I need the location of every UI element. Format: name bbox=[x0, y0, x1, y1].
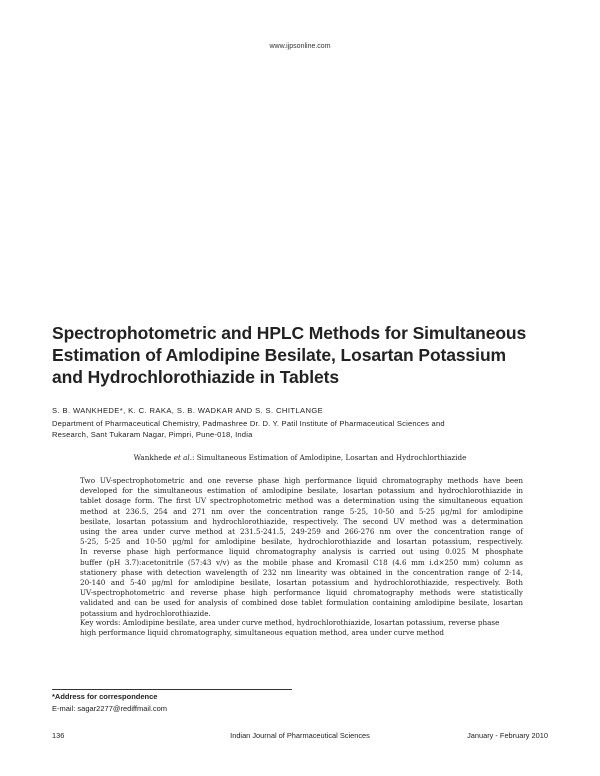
running-title-etal: et al. bbox=[173, 453, 193, 462]
author-list: S. B. WANKHEDE*, K. C. RAKA, S. B. WADKAR AND S. S. CHITLANGE bbox=[52, 406, 324, 415]
abstract-line: potassium and hydrochlorothiazide. bbox=[80, 608, 211, 618]
keywords-line: Key words: Amlodipine besilate, area under curve method, hydrochlorothiazide, losartan potassium, reverse phase bbox=[80, 618, 500, 627]
abstract-line: using the area under curve method at 231.5-241.5, 249-259 and 266-276 nm over the concentration range of bbox=[80, 527, 523, 537]
abstract-line: validated and can be used for analysis of combined dose tablet formulation containing amlodipine besilate, losartan bbox=[80, 598, 523, 608]
footnote-divider bbox=[52, 689, 292, 690]
abstract bbox=[80, 476, 523, 619]
running-title-text: : Simultaneous Estimation of Amlodipine, Losartan and Hydrochlorthiazide bbox=[192, 453, 467, 462]
affiliation-line: Research, Sant Tukaram Nagar, Pimpri, Pune-018, India bbox=[52, 430, 253, 439]
affiliation-line: Department of Pharmaceutical Chemistry, Padmashree Dr. D. Y. Patil Institute of Pharmaceutical Sciences and bbox=[52, 419, 445, 428]
keywords bbox=[80, 618, 523, 638]
author-affiliation bbox=[52, 418, 552, 440]
title-line: and Hydrochlorothiazide in Tablets bbox=[52, 367, 339, 387]
running-title bbox=[0, 453, 600, 462]
title-line: Estimation of Amlodipine Besilate, Losartan Potassium bbox=[52, 345, 506, 365]
running-title-author: Wankhede bbox=[133, 453, 174, 462]
abstract-line: tablet dosage form. The first UV spectrophotometric method was a determination using the simultaneous equation bbox=[80, 496, 523, 506]
keywords-line: high performance liquid chromatography, simultaneous equation method, area under curve method bbox=[80, 628, 444, 638]
abstract-line: developed for the simultaneous estimation of amlodipine besilate, losartan potassium and hydrochlorothiazide in bbox=[80, 486, 523, 496]
issue-date: January - February 2010 bbox=[467, 731, 548, 740]
abstract-line: 20-140 and 5-40 μg/ml for amlodipine besilate, losartan potassium and hydrochlorothiazide, respectively. Both bbox=[80, 578, 523, 588]
abstract-line: method at 236.5, 254 and 271 nm over the concentration range 5-25, 10-50 and 5-25 μg/ml for amlodipine bbox=[80, 506, 523, 516]
abstract-line: In reverse phase high performance liquid chromatography analysis is carried out using 0.025 M phosphate bbox=[80, 547, 523, 557]
abstract-line: besilate, losartan potassium and hydrochlorothiazide, respectively. The second UV method was a determination bbox=[80, 516, 523, 526]
abstract-line: stationery phase with detection wavelength of 232 nm linearity was obtained in the concentration range of 2-14, bbox=[80, 567, 523, 577]
article-title bbox=[52, 322, 572, 388]
abstract-line: Two UV-spectrophotometric and one reverse phase high performance liquid chromatography methods have been bbox=[80, 476, 523, 485]
abstract-line: UV-spectrophotometric and reverse phase high performance liquid chromatography methods were statistically bbox=[80, 588, 523, 598]
abstract-line: buffer (pH 3.7):acetonitrile (57:43 v/v) as the mobile phase and Kromasil C18 (4.6 mm i.d×250 mm) column as bbox=[80, 557, 523, 567]
journal-website[interactable]: www.ijpsonline.com bbox=[269, 43, 331, 50]
journal-name: Indian Journal of Pharmaceutical Sciences bbox=[230, 731, 370, 740]
abstract-line: 5-25, 5-25 and 10-50 μg/ml for amlodipine besilate, hydrochlorothiazide and losartan potassium, respectively. bbox=[80, 537, 523, 547]
title-line: Spectrophotometric and HPLC Methods for Simultaneous bbox=[52, 323, 527, 343]
page-number: 136 bbox=[52, 731, 65, 740]
correspondence-label: *Address for correspondence bbox=[52, 692, 158, 701]
correspondence-email[interactable]: E-mail: sagar2277@rediffmail.com bbox=[52, 704, 168, 713]
